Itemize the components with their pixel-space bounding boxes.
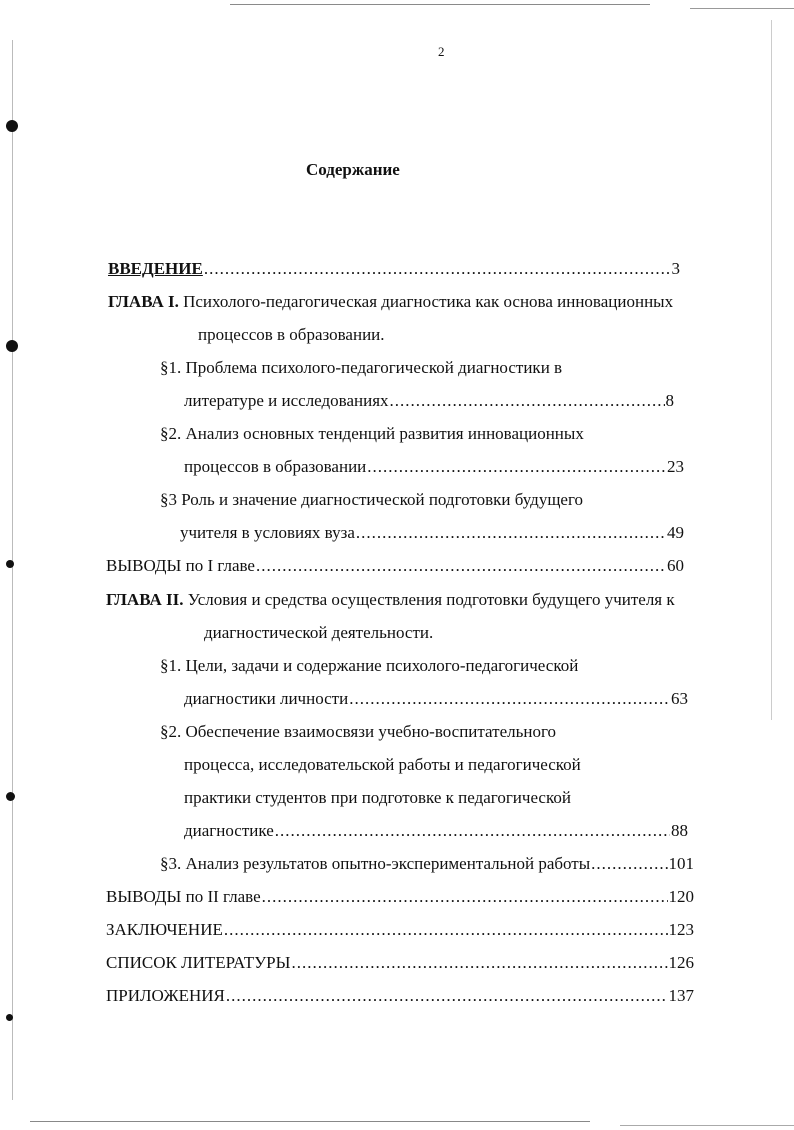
dot-leader	[367, 457, 666, 477]
scan-artifact-line	[30, 1121, 590, 1122]
scan-artifact-line	[12, 40, 13, 1100]
dot-leader	[349, 689, 670, 709]
toc-section-1-1-cont[interactable]	[184, 391, 674, 411]
dot-leader	[390, 391, 665, 411]
toc-page-number: 126	[668, 953, 694, 972]
toc-entry-label: ВЫВОДЫ по II главе	[106, 887, 261, 906]
scan-artifact-line	[620, 1125, 794, 1126]
section-title: §1. Цели, задачи и содержание психолого-педагогической	[160, 656, 579, 675]
toc-entry-label: ВЫВОДЫ по I главе	[106, 556, 255, 575]
section-title-cont: процесса, исследовательской работы и педагогической	[184, 755, 581, 774]
section-title: §3 Роль и значение диагностической подготовки будущего	[160, 490, 584, 509]
section-title-cont: процессов в образовании	[184, 457, 367, 476]
toc-page-number: 3	[671, 259, 680, 278]
chapter-title: Условия и средства осуществления подготовки будущего учителя к	[187, 590, 675, 609]
toc-section-2-2-cont	[184, 755, 581, 775]
toc-page-number: 49	[667, 523, 684, 542]
toc-section-2-1[interactable]	[160, 656, 578, 676]
toc-entry-references[interactable]	[106, 953, 694, 973]
toc-page-number: 137	[668, 986, 694, 1005]
dot-leader	[204, 259, 671, 279]
toc-section-1-2[interactable]	[160, 424, 584, 444]
toc-entry-appendices[interactable]	[106, 986, 694, 1006]
toc-entry-intro[interactable]	[108, 259, 680, 279]
binder-hole-mark	[6, 560, 14, 568]
toc-section-2-3[interactable]	[160, 854, 694, 874]
section-title-cont: диагностики личности	[184, 689, 349, 708]
toc-entry-conclusions-1[interactable]	[106, 556, 684, 576]
toc-section-1-3-cont[interactable]	[180, 523, 684, 543]
toc-page-number: 101	[668, 854, 694, 873]
toc-entry-label: ЗАКЛЮЧЕНИЕ	[106, 920, 223, 939]
toc-page-number: 63	[671, 689, 688, 708]
toc-section-1-3[interactable]	[160, 490, 583, 510]
binder-hole-mark	[6, 1014, 13, 1021]
toc-entry-conclusion[interactable]	[106, 920, 694, 940]
dot-leader	[291, 953, 667, 973]
toc-entry-conclusions-2[interactable]	[106, 887, 694, 907]
toc-chapter-2-heading[interactable]	[106, 590, 675, 610]
page-title: Содержание	[306, 160, 400, 179]
binder-hole-mark	[6, 340, 18, 352]
toc-section-2-2[interactable]	[160, 722, 556, 742]
dot-leader	[356, 523, 666, 543]
chapter-prefix: ГЛАВА II.	[106, 590, 184, 609]
dot-leader	[262, 887, 668, 907]
dot-leader	[226, 986, 668, 1006]
section-title: §2. Анализ основных тенденций развития инновационных	[160, 424, 584, 443]
toc-section-2-1-cont[interactable]	[184, 689, 688, 709]
toc-entry-label: СПИСОК ЛИТЕРАТУРЫ	[106, 953, 291, 972]
toc-page-number: 123	[668, 920, 694, 939]
toc-chapter-1-heading-cont	[198, 325, 385, 345]
section-title: §1. Проблема психолого-педагогической диагностики в	[160, 358, 563, 377]
scan-artifact-line	[690, 8, 794, 9]
toc-chapter-1-heading[interactable]	[108, 292, 673, 312]
dot-leader	[275, 821, 670, 841]
toc-page-number: 23	[667, 457, 684, 476]
toc-entry-label: ВВЕДЕНИЕ	[108, 259, 203, 278]
toc-section-2-2-cont[interactable]	[184, 821, 688, 841]
binder-hole-mark	[6, 792, 15, 801]
page-number: 2	[438, 44, 445, 59]
chapter-title: Психолого-педагогическая диагностика как основа инновационных	[183, 292, 674, 311]
section-title-cont: диагностике	[184, 821, 274, 840]
toc-section-1-2-cont[interactable]	[184, 457, 684, 477]
chapter-title-cont: диагностической деятельности.	[204, 623, 434, 642]
chapter-title-cont: процессов в образовании.	[198, 325, 385, 344]
toc-page-number: 120	[668, 887, 694, 906]
binder-hole-mark	[6, 120, 18, 132]
scan-artifact-line	[230, 4, 650, 5]
toc-page-number: 8	[665, 391, 674, 410]
section-title-cont: литературе и исследованиях	[184, 391, 389, 410]
section-title: §3. Анализ результатов опытно-экспериментальной работы	[160, 854, 591, 873]
toc-section-1-1[interactable]	[160, 358, 562, 378]
toc-section-2-2-cont	[184, 788, 571, 808]
section-title-cont: учителя в условиях вуза	[180, 523, 355, 542]
chapter-prefix: ГЛАВА I.	[108, 292, 179, 311]
toc-page-number: 60	[667, 556, 684, 575]
toc-entry-label: ПРИЛОЖЕНИЯ	[106, 986, 225, 1005]
section-title: §2. Обеспечение взаимосвязи учебно-воспитательного	[160, 722, 556, 741]
section-title-cont: практики студентов при подготовке к педагогической	[184, 788, 571, 807]
dot-leader	[256, 556, 666, 576]
dot-leader	[224, 920, 668, 940]
scan-artifact-line	[771, 20, 772, 720]
toc-page-number: 88	[671, 821, 688, 840]
dot-leader	[591, 854, 667, 874]
toc-chapter-2-heading-cont	[204, 623, 433, 643]
